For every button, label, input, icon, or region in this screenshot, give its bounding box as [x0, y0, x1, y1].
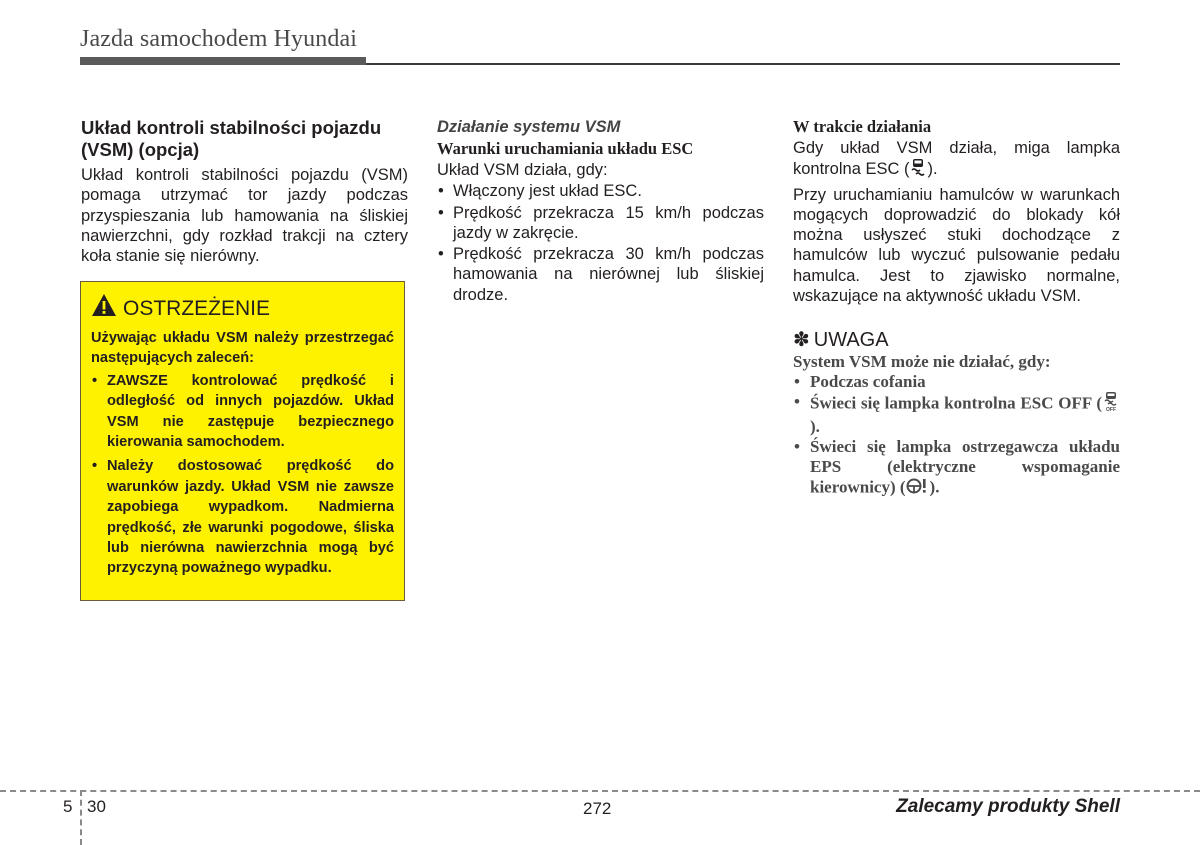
esc-lamp-paragraph: [793, 138, 1120, 182]
column-during-operation: [793, 117, 1120, 500]
warning-item: • ZAWSZE kontrolować prędkość i odległość od innych pojazdów. Układ VSM nie zastępuje bezpiecznego kierowania samochodem.: [91, 371, 394, 453]
asterisk-icon: ✽: [793, 329, 810, 352]
note-lead: System VSM może nie działać, gdy:: [793, 352, 1051, 372]
note-item-text: Świeci się lampka ostrzegawcza układu EPS (elektryczne wspomaganie kierownicy) (: [810, 437, 1120, 497]
section-title: Układ kontroli stabilności pojazdu (VSM) (opcja): [81, 117, 382, 160]
esc-lamp-text: Gdy układ VSM działa, miga lampka kontrolna ESC (: [793, 139, 1120, 179]
warning-title: OSTRZEŻENIE: [123, 296, 271, 320]
footer-dashed-divider: [80, 790, 82, 845]
chapter-page-number: 30: [87, 797, 106, 816]
intro-paragraph: Układ kontroli stabilności pojazdu (VSM) pomaga utrzymać tor jazdy podczas przyspieszania lub hamowania na śliskiej nawierzchni, gdy rozkład trakcji na cztery koła stanie się nierówny.: [81, 166, 408, 266]
header-rule: [366, 63, 1120, 65]
note-item: • Podczas cofania: [793, 372, 1120, 392]
page-number: 272: [583, 799, 612, 818]
steering-warning-icon: [906, 477, 930, 500]
note-list: [793, 372, 1120, 500]
during-heading: W trakcie działania: [793, 117, 932, 136]
note-item: [793, 437, 1120, 500]
warning-lead: Używając układu VSM należy przestrzegać następujących zaleceń:: [91, 330, 394, 367]
footer-slogan: Zalecamy produkty Shell: [896, 796, 1120, 817]
warning-header: [91, 293, 394, 324]
warning-box: [80, 281, 405, 601]
svg-text:OFF: OFF: [1106, 407, 1116, 413]
note-item-text: Świeci się lampka kontrolna ESC OFF (: [810, 393, 1102, 413]
esc-lamp-text-end: ).: [927, 160, 938, 179]
note-item-text-end: ).: [929, 477, 940, 497]
condition-item: • Prędkość przekracza 30 km/h podczas hamowania na nierównej lub śliskiej drodze.: [437, 244, 764, 305]
header-bar: [80, 57, 366, 65]
note-title: UWAGA: [813, 329, 889, 352]
note-body: [793, 352, 1120, 500]
warning-item: • Należy dostosować prędkość do warunków jazdy. Układ VSM nie zawsze zapobiega wypadkom. Nadmierna prędkość, złe warunki pogodowe, śliska lub nierówna nawierzchnia mogą być przyczyną poważnego wypadku.: [91, 456, 394, 578]
note-header: [793, 328, 1120, 352]
conditions-heading: Warunki uruchamiania układu ESC: [437, 139, 694, 158]
header-title: Jazda samochodem Hyundai: [80, 26, 357, 52]
chapter-number: 5: [63, 797, 73, 816]
esc-skid-icon: [909, 158, 927, 181]
column-vsm-operation: [437, 117, 764, 306]
conditions-list: [437, 181, 764, 305]
operation-subtitle: Działanie systemu VSM: [437, 118, 621, 136]
warning-list: [91, 371, 394, 579]
note-item-text-end: ).: [810, 417, 820, 437]
warning-triangle-icon: [91, 293, 117, 324]
esc-off-icon: [1102, 392, 1120, 417]
condition-item: • Prędkość przekracza 15 km/h podczas jazdy w zakręcie.: [437, 203, 764, 244]
footer-dashed-rule: [0, 790, 1200, 792]
condition-item: • Włączony jest układ ESC.: [437, 181, 764, 201]
brake-paragraph: Przy uruchamianiu hamulców w warunkach mogących doprowadzić do blokady kół można usłyszeć stuki dochodzące z hamulców lub wyczuć pulsowanie pedału hamulca. Jest to zjawisko normalne, wskazujące na aktywność układu VSM.: [793, 185, 1120, 306]
column-vsm-intro: [81, 117, 408, 266]
note-item: [793, 392, 1120, 437]
conditions-lead: Układ VSM działa, gdy:: [437, 161, 608, 179]
